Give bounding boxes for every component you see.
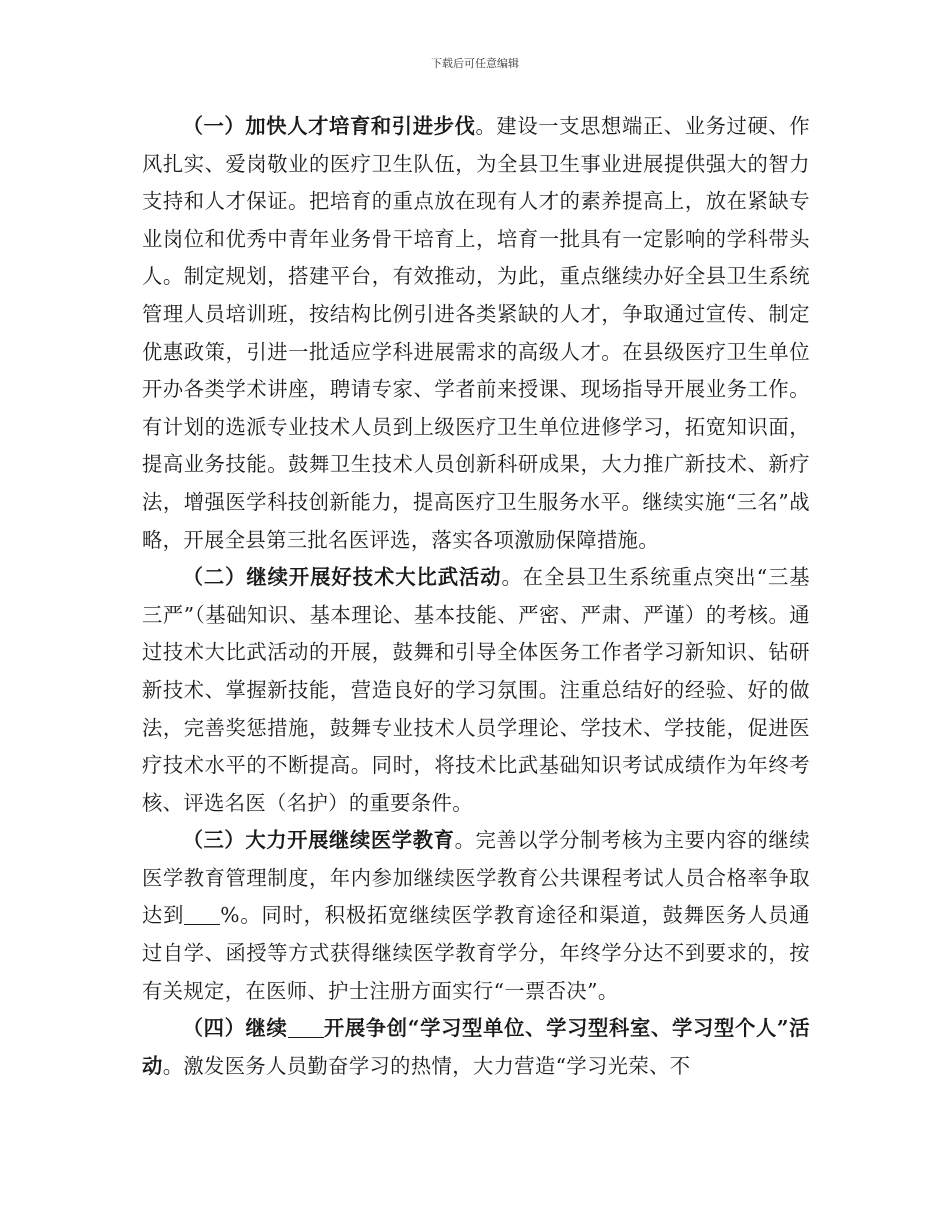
- paragraph-4-text: 。激发医务人员勤奋学习的热情，大力营造“学习光荣、不: [162, 1053, 691, 1078]
- paragraph-2: [142, 559, 810, 822]
- section-heading-3: （三）大力开展继续医学教育: [182, 828, 455, 853]
- paragraph-2-text: 。在全县卫生系统重点突出“三基三严”（基础知识、基本理论、基本技能、严密、严肃、严谨）的考核。通过技术大比武活动的开展，鼓舞和引导全体医务工作者学习新知识、钻研新技术、掌握新技能，营造良好的学习氛围。注重总结好的经验、好的做法，完善奖惩措施，鼓舞专业技术人员学理论、学技术、学技能，促进医疗技术水平的不断提高。同时，将技术比武基础知识考试成绩作为年终考核、评选名医（名护）的重要条件。: [142, 565, 810, 815]
- section-heading-1: （一）加快人才培育和引进步伐: [182, 114, 476, 138]
- paragraph-1-text: 。建设一支思想端正、业务过硬、作风扎实、爱岗敬业的医疗卫生队伍，为全县卫生事业进展提供强大的智力支持和人才保证。把培育的重点放在现有人才的素养提高上，放在紧缺专业岗位和优秀中青年业务骨干培育上，培育一批具有一定影响的学科带头人。制定规划，搭建平台，有效推动，为此，重点继续办好全县卫生系统管理人员培训班，按结构比例引进各类紧缺的人才，争取通过宣传、制定优惠政策，引进一批适应学科进展需求的高级人才。在县级医疗卫生单位开办各类学术讲座，聘请专家、学者前来授课、现场指导开展业务工作。有计划的选派专业技术人员到上级医疗卫生单位进修学习，拓宽知识面，提高业务技能。鼓舞卫生技术人员创新科研成果，大力推广新技术、新疗法，增强医学科技创新能力，提高医疗卫生服务水平。继续实施“三名”战略，开展全县第三批名医评选，落实各项激励保障措施。: [142, 114, 810, 552]
- section-heading-4-rest: 开展争创“学习型单位、学习型科室、学习型个人”活动: [142, 1016, 810, 1078]
- paragraph-3-text-after: %。同时，积极拓宽继续医学教育途径和渠道，鼓舞医务人员通过自学、函授等方式获得继续医学教育学分，年终学分达不到要求的，按有关规定，在医师、护士注册方面实行“一票否决”。: [142, 903, 810, 1003]
- fill-in-blank: [184, 904, 220, 925]
- paragraph-4: [142, 1010, 810, 1085]
- paragraph-1: [142, 108, 810, 559]
- paragraph-3: [142, 822, 810, 1010]
- section-heading-4: （四）继续: [182, 1016, 288, 1041]
- document-body: [142, 108, 810, 1085]
- paragraph-3-text: 。完善以学分制考核为主要内容的继续医学教育管理制度，年内参加继续医学教育公共课程考试人员合格率争取达到: [142, 828, 810, 928]
- section-heading-2: （二）继续开展好技术大比武活动: [182, 565, 502, 590]
- page-header: 下载后可任意编辑: [431, 57, 519, 70]
- heading-blank: [288, 1017, 324, 1038]
